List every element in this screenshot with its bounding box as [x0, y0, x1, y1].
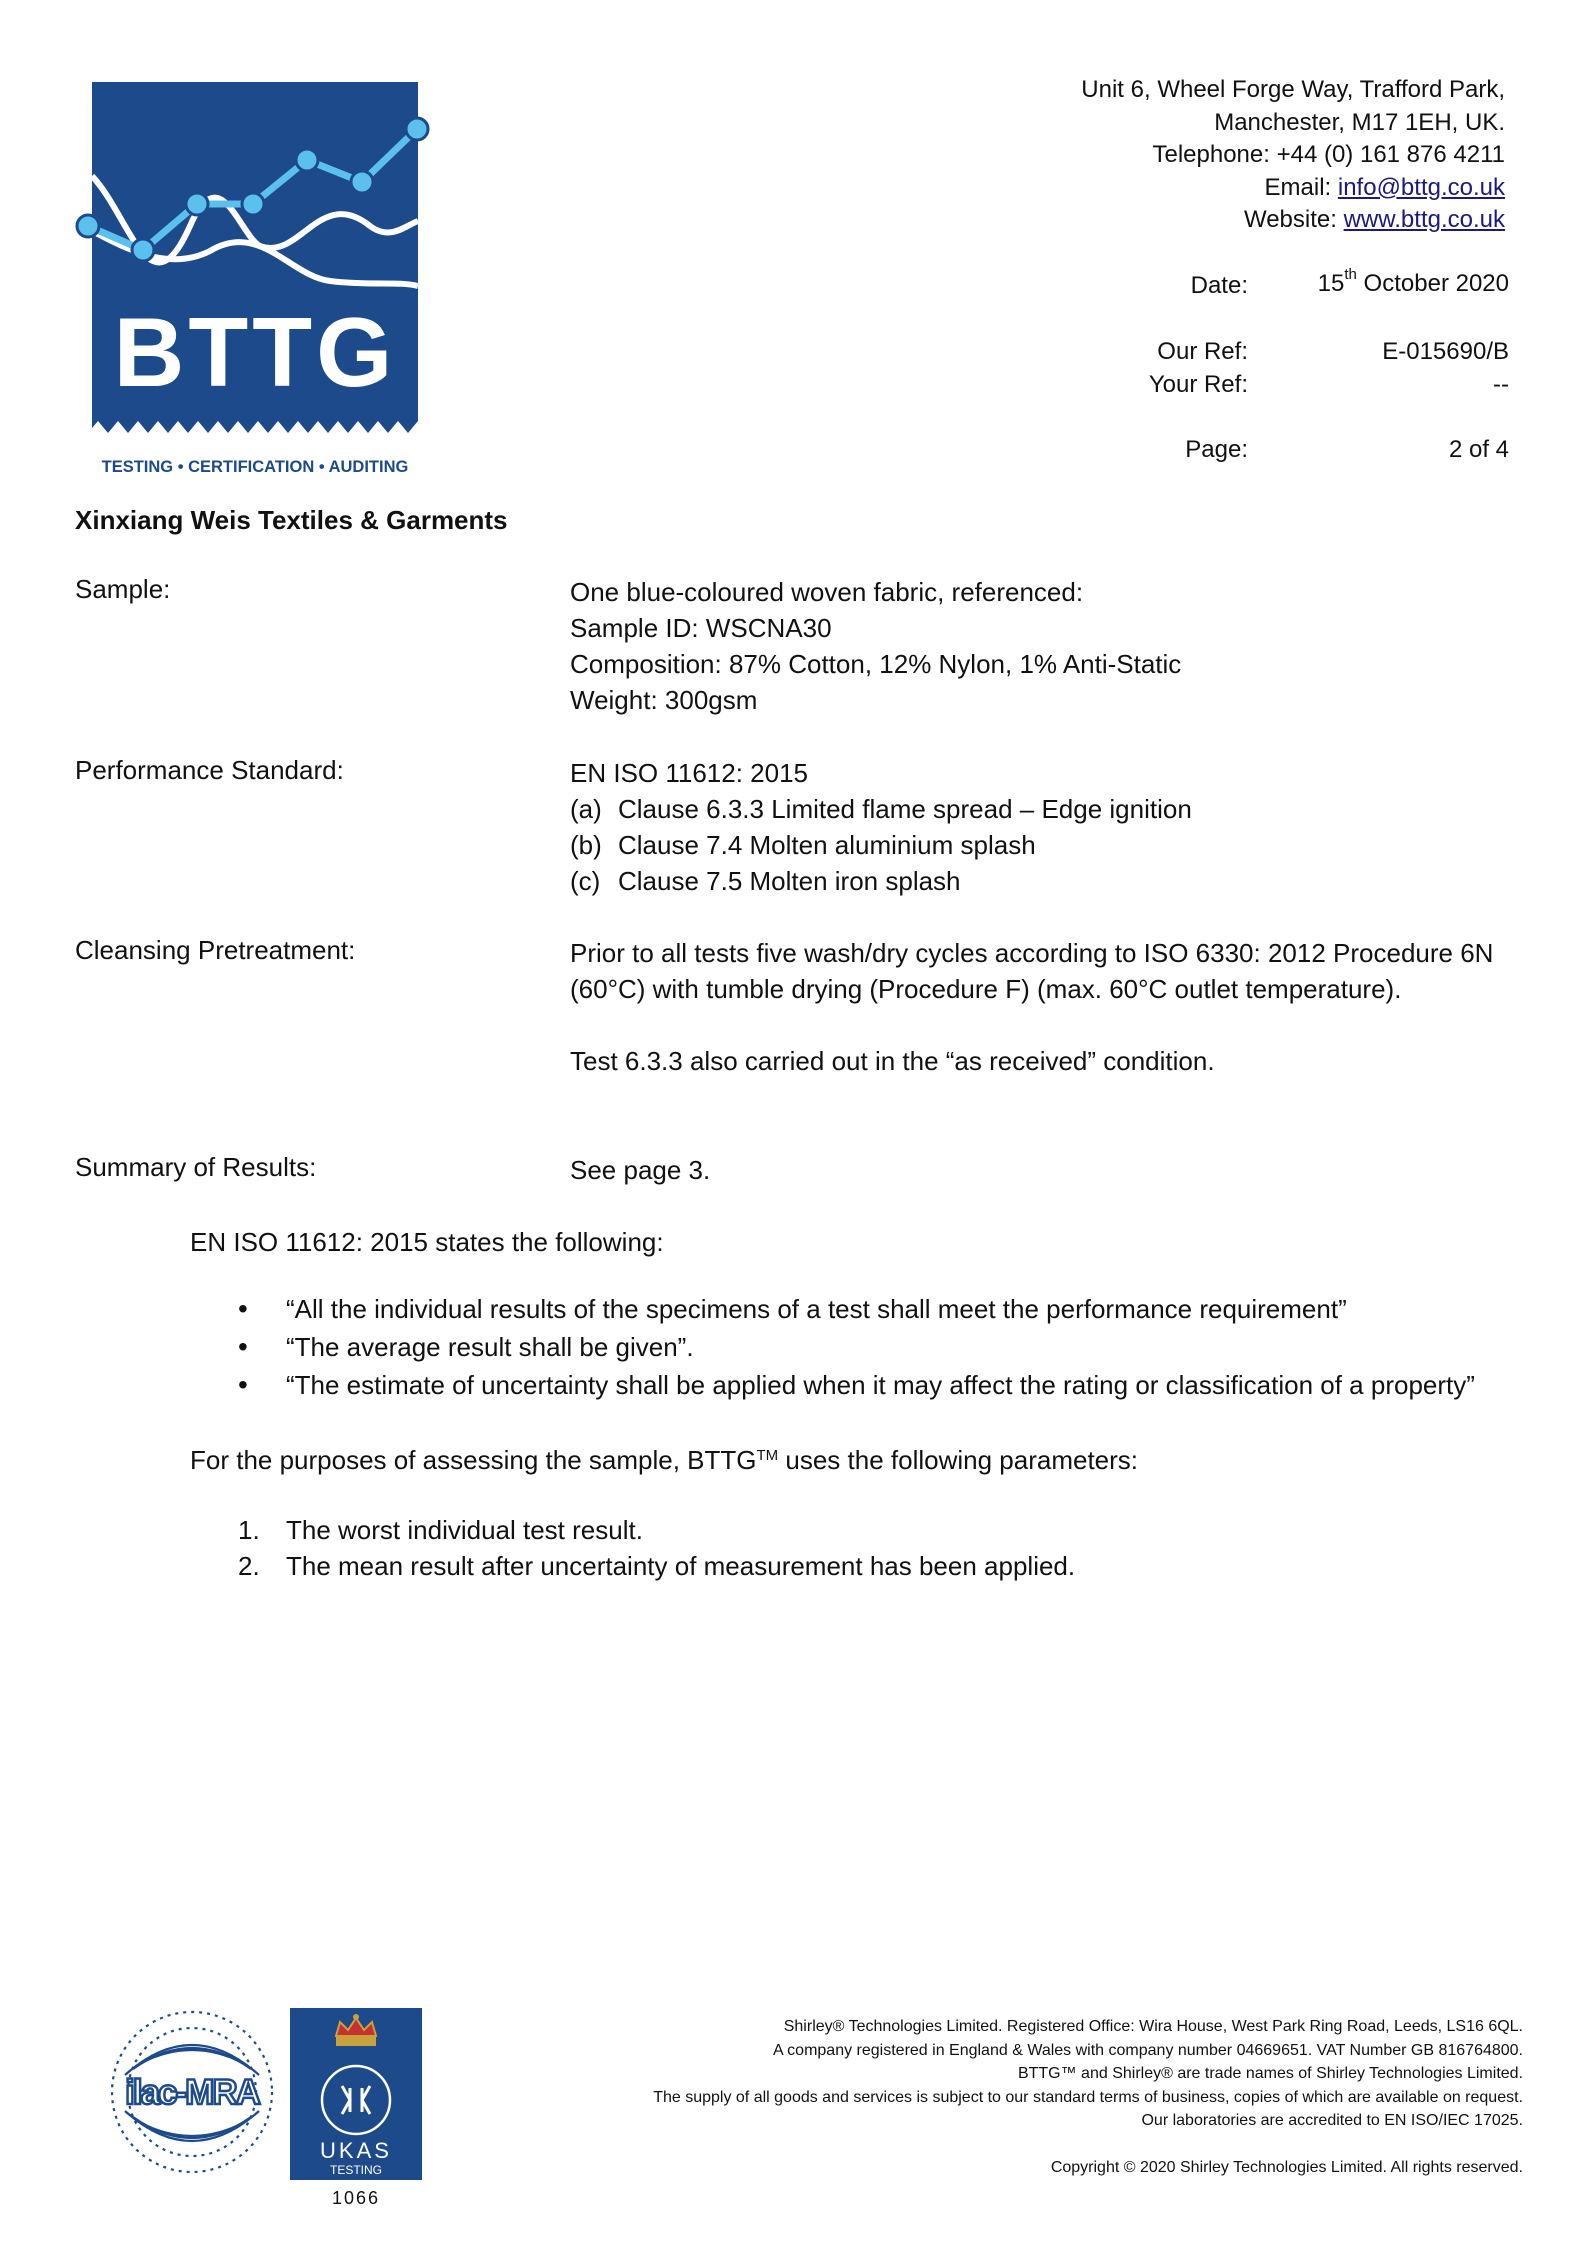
ukas-text: UKAS [320, 2138, 392, 2163]
our-ref-value: E-015690/B [1382, 338, 1509, 365]
your-ref-value: -- [1493, 371, 1509, 398]
your-ref-label: Your Ref: [1148, 371, 1248, 398]
sample-id: Sample ID: WSCNA30 [570, 613, 832, 643]
list-item: • “The average result shall be given”. [230, 1328, 1475, 1366]
sample-label: Sample: [75, 574, 171, 604]
clause-text: Clause 7.4 Molten aluminium splash [618, 830, 1036, 860]
clause-key: (c) [570, 866, 601, 896]
list-item: • “The estimate of uncertainty shall be applied when it may affect the rating or classification of a property” [230, 1366, 1475, 1404]
item-text: The mean result after uncertainty of measurement has been applied. [286, 1551, 1076, 1581]
cleansing-line-3: Test 6.3.3 also carried out in the “as received” condition. [570, 1046, 1215, 1076]
clause-key: (b) [570, 830, 602, 860]
email-line [1081, 172, 1505, 205]
date-label: Date: [1190, 272, 1248, 299]
page-number: 2 of 4 [1448, 436, 1509, 463]
clause-item [570, 791, 1192, 827]
date-month-year: October 2020 [1356, 270, 1509, 297]
ukas-graphic [290, 2008, 422, 2180]
address-line-1: Unit 6, Wheel Forge Way, Trafford Park, [1081, 76, 1505, 103]
purposes-text: For the purposes of assessing the sample, BTTG [190, 1445, 757, 1475]
ilac-mra-graphic [105, 2005, 280, 2180]
ukas-logo [290, 2008, 422, 2180]
standard-states-intro: EN ISO 11612: 2015 states the following: [190, 1227, 664, 1257]
clause-item [570, 827, 1192, 863]
company-footer [653, 2015, 1523, 2179]
bttg-logo-graphic [70, 76, 440, 486]
purposes-statement [190, 1442, 1138, 1478]
item-number: 2. [238, 1551, 260, 1581]
website-line [1081, 204, 1505, 237]
copyright: Copyright © 2020 Shirley Technologies Limited. All rights reserved. [1050, 2158, 1523, 2176]
purposes-text-end: uses the following parameters: [778, 1445, 1139, 1475]
address-line-2: Manchester, M17 1EH, UK. [1214, 108, 1505, 136]
ilac-text: ilac-MRA [125, 2073, 259, 2112]
footer-line-5: Our laboratories are accredited to EN ISO/IEC 17025. [1141, 2112, 1523, 2129]
trademark: TM [756, 1447, 779, 1464]
list-item: • “All the individual results of the specimens of a test shall meet the performance requirement” [230, 1290, 1475, 1328]
cleansing-line-2: (60°C) with tumble drying (Procedure F) (max. 60°C outlet temperature). [570, 974, 1402, 1004]
summary-label: Summary of Results: [75, 1152, 317, 1182]
item-number: 1. [238, 1515, 260, 1545]
date-value [1317, 266, 1509, 298]
client-name: Xinxiang Weis Textiles & Garments [75, 505, 508, 535]
cleansing-line-1: Prior to all tests five wash/dry cycles according to ISO 6330: 2012 Procedure 6N [570, 938, 1494, 968]
sample-details [570, 574, 1181, 718]
ukas-accreditation-number: 1066 [331, 2188, 381, 2208]
clause-text: Clause 6.3.3 Limited flame spread – Edge ignition [618, 794, 1192, 824]
ilac-mra-logo [105, 2005, 280, 2180]
sample-weight: Weight: 300gsm [570, 685, 758, 715]
cleansing-pretreatment-label: Cleansing Pretreatment: [75, 935, 356, 965]
our-ref-label: Our Ref: [1157, 338, 1248, 365]
website-link[interactable]: www.bttg.co.uk [1343, 206, 1505, 233]
item-text: The worst individual test result. [286, 1515, 643, 1545]
email-label: Email: [1264, 173, 1338, 201]
footer-line-4: The supply of all goods and services is subject to our standard terms of business, copies of which are available on request. [653, 2088, 1523, 2106]
clause-key: (a) [570, 794, 602, 824]
footer-line-3: BTTG™ and Shirley® are trade names of Shirley Technologies Limited. [1017, 2065, 1523, 2082]
list-item [238, 1548, 1075, 1584]
date-day: 15 [1317, 270, 1345, 297]
logo-wordmark: BTTG [113, 297, 397, 407]
sample-description: One blue-coloured woven fabric, referenced: [570, 577, 1084, 607]
standard-name: EN ISO 11612: 2015 [570, 758, 809, 788]
list-item [238, 1512, 1075, 1548]
summary-value: See page 3. [570, 1155, 711, 1185]
cleansing-pretreatment [570, 935, 1493, 1079]
performance-standard [570, 755, 1192, 899]
logo-tagline: TESTING • CERTIFICATION • AUDITING [101, 458, 409, 476]
ukas-subtext: TESTING [329, 2163, 383, 2177]
bttg-logo [70, 76, 440, 486]
performance-standard-label: Performance Standard: [75, 755, 344, 785]
page-label: Page: [1185, 436, 1248, 463]
requirements-list [230, 1290, 1475, 1404]
sample-composition: Composition: 87% Cotton, 12% Nylon, 1% Anti-Static [570, 649, 1182, 679]
telephone: Telephone: +44 (0) 161 876 4211 [1152, 141, 1505, 168]
footer-line-1: Shirley® Technologies Limited. Registered Office: Wira House, West Park Ring Road, Leeds, LS16 6QL. [783, 2018, 1523, 2035]
date-suffix: th [1344, 266, 1357, 283]
email-link[interactable]: info@bttg.co.uk [1337, 173, 1505, 201]
clause-item [570, 863, 1192, 899]
crown-icon [336, 2014, 376, 2046]
clause-text: Clause 7.5 Molten iron splash [618, 866, 961, 896]
company-address [1081, 74, 1505, 237]
website-label: Website: [1243, 206, 1344, 233]
parameters-list [238, 1512, 1075, 1584]
footer-line-2: A company registered in England & Wales with company number 04669651. VAT Number GB 816764800. [772, 2041, 1523, 2059]
